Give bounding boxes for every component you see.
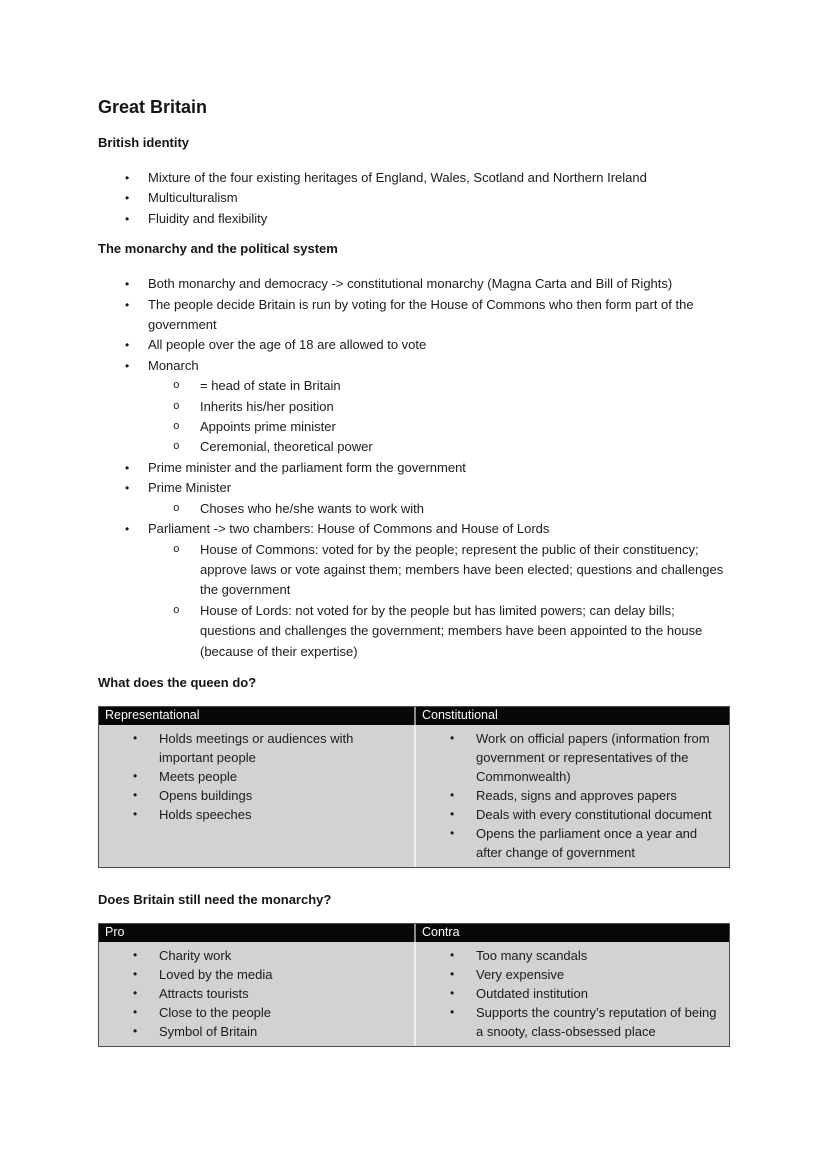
- table-body-row: [99, 725, 729, 867]
- bullet-marker: •: [133, 1004, 138, 1019]
- table-header-constitutional: Constitutional: [414, 707, 729, 725]
- bullet-item: [98, 274, 730, 294]
- bullet-text: Holds meetings or audiences with important people: [159, 730, 354, 765]
- table-cell-pro: [99, 942, 414, 1046]
- table-bullet-item: [99, 984, 406, 1003]
- sub-bullet-item: [98, 499, 730, 519]
- bullet-marker: •: [450, 730, 455, 745]
- bullet-marker: •: [450, 966, 455, 981]
- bullet-text: Charity work: [159, 947, 232, 963]
- bullet-text: Attracts tourists: [159, 985, 249, 1001]
- bullet-marker: •: [125, 191, 130, 206]
- bullet-text: House of Lords: not voted for by the people but has limited powers; can delay bills; questions and challenges the government; members have been appointed to the house (because of their expertise): [200, 602, 703, 659]
- bullet-item: [98, 356, 730, 376]
- bullet-marker: •: [133, 730, 138, 745]
- table-bullet-item: [99, 786, 406, 805]
- bullet-item: [98, 335, 730, 355]
- table-bullet-item: [416, 805, 721, 824]
- table-cell-constitutional: [414, 725, 729, 867]
- bullet-text: Meets people: [159, 768, 238, 784]
- bullet-text: Fluidity and flexibility: [148, 210, 268, 226]
- bullet-text: Symbol of Britain: [159, 1023, 258, 1039]
- bullet-marker: •: [450, 1004, 455, 1019]
- bullet-item: [98, 458, 730, 478]
- bullet-marker: •: [133, 947, 138, 962]
- bullet-text: Choses who he/she wants to work with: [200, 500, 424, 516]
- bullet-text: Multiculturalism: [148, 190, 238, 206]
- bullet-text: Too many scandals: [476, 947, 588, 963]
- bullet-text: Outdated institution: [476, 985, 589, 1001]
- table-cell-representational: [99, 725, 414, 867]
- circle-bullet-marker: o: [173, 543, 180, 556]
- table-header-pro: Pro: [105, 924, 125, 939]
- bullet-text: Prime minister and the parliament form the government: [148, 459, 466, 475]
- bullet-marker: •: [133, 787, 138, 802]
- bullet-item: [98, 478, 730, 498]
- bullet-text: Very expensive: [476, 966, 565, 982]
- bullet-text: Holds speeches: [159, 806, 252, 822]
- bullet-text: Prime Minister: [148, 480, 232, 496]
- queen-duties-table: [98, 706, 730, 868]
- bullet-text: Loved by the media: [159, 966, 273, 982]
- bullet-marker: •: [125, 277, 130, 292]
- table-cell-contra: [414, 942, 729, 1046]
- bullet-marker: •: [450, 787, 455, 802]
- bullet-marker: •: [133, 985, 138, 1000]
- table-header-row: [99, 707, 729, 725]
- sub-bullet-item: [98, 437, 730, 457]
- table-bullet-item: [99, 1022, 406, 1041]
- table-header-row: [99, 924, 729, 942]
- section-heading-queen-duties: What does the queen do?: [98, 674, 257, 690]
- table-header-representational: Representational: [105, 707, 200, 722]
- circle-bullet-marker: o: [173, 604, 180, 617]
- bullet-marker: •: [450, 985, 455, 1000]
- table-bullet-item: [416, 946, 721, 965]
- table-bullet-item: [416, 786, 721, 805]
- sub-bullet-item: [98, 417, 730, 437]
- bullet-text: Work on official papers (information from government or representatives of the Commonwealth): [476, 730, 710, 784]
- bullet-text: All people over the age of 18 are allowed to vote: [148, 337, 427, 353]
- bullet-marker: •: [450, 947, 455, 962]
- bullet-marker: •: [125, 211, 130, 226]
- bullet-text: The people decide Britain is run by voting for the House of Commons who then form part of the government: [148, 296, 694, 333]
- section-heading-british-identity: British identity: [98, 135, 190, 150]
- table-bullet-item: [416, 729, 721, 786]
- bullet-text: Parliament -> two chambers: House of Commons and House of Lords: [148, 521, 550, 537]
- bullet-item: [98, 168, 730, 188]
- bullet-marker: •: [125, 460, 130, 475]
- bullet-item: [98, 209, 730, 229]
- section-heading-monarchy-debate: Does Britain still need the monarchy?: [98, 891, 332, 907]
- circle-bullet-marker: o: [173, 400, 180, 413]
- circle-bullet-marker: o: [173, 441, 180, 454]
- bullet-marker: •: [125, 297, 130, 312]
- bullet-marker: •: [125, 171, 130, 185]
- circle-bullet-marker: o: [173, 380, 180, 393]
- bullet-item: [98, 188, 730, 208]
- sub-bullet-item: [98, 397, 730, 417]
- table-bullet-item: [99, 965, 406, 984]
- bullet-marker: •: [125, 522, 130, 537]
- sub-bullet-item: [98, 376, 730, 396]
- bullet-item: [98, 295, 730, 336]
- monarchy-debate-table: [98, 923, 730, 1047]
- bullet-text: Opens buildings: [159, 787, 253, 803]
- table-bullet-item: [99, 1003, 406, 1022]
- table-bullet-item: [99, 767, 406, 786]
- bullet-marker: •: [125, 358, 130, 373]
- bullet-text: Reads, signs and approves papers: [476, 787, 677, 803]
- table-bullet-item: [99, 946, 406, 965]
- table-bullet-item: [416, 984, 721, 1003]
- table-header-contra: Contra: [414, 924, 729, 942]
- section-heading-monarchy-system: The monarchy and the political system: [98, 241, 338, 257]
- bullet-marker: •: [450, 806, 455, 821]
- bullet-text: Opens the parliament once a year and after change of government: [476, 825, 698, 860]
- bullet-text: Ceremonial, theoretical power: [200, 439, 373, 455]
- table-bullet-item: [416, 824, 721, 862]
- table-bullet-item: [99, 729, 406, 767]
- bullet-text: Deals with every constitutional document: [476, 806, 712, 822]
- bullet-text: = head of state in Britain: [200, 378, 341, 394]
- bullet-marker: •: [133, 768, 138, 783]
- bullet-text: Close to the people: [159, 1004, 272, 1020]
- circle-bullet-marker: o: [173, 421, 180, 434]
- circle-bullet-marker: o: [173, 502, 180, 515]
- monarchy-system-list: [98, 274, 730, 662]
- table-bullet-item: [99, 805, 406, 824]
- bullet-marker: •: [125, 338, 130, 353]
- bullet-text: Inherits his/her position: [200, 398, 334, 414]
- bullet-marker: •: [133, 966, 138, 981]
- table-bullet-item: [416, 965, 721, 984]
- sub-bullet-item: [98, 540, 730, 601]
- bullet-marker: •: [133, 806, 138, 821]
- bullet-text: House of Commons: voted for by the people; represent the public of their constituency; approve laws or vote against them; members have been elected; questions and challenges the government: [200, 541, 724, 598]
- bullet-item: [98, 519, 730, 539]
- table-body-row: [99, 942, 729, 1046]
- bullet-marker: •: [133, 1023, 138, 1038]
- sub-bullet-item: [98, 601, 730, 662]
- page-title: Great Britain: [98, 97, 208, 117]
- bullet-text: Monarch: [148, 357, 199, 373]
- bullet-marker: •: [125, 481, 130, 496]
- bullet-text: Both monarchy and democracy -> constitutional monarchy (Magna Carta and Bill of Rights): [148, 276, 673, 292]
- bullet-text: Appoints prime minister: [200, 419, 336, 435]
- table-bullet-item: [416, 1003, 721, 1041]
- bullet-text: Mixture of the four existing heritages of England, Wales, Scotland and Northern Ireland: [148, 170, 647, 185]
- bullet-text: Supports the country’s reputation of being a snooty, class-obsessed place: [476, 1004, 717, 1039]
- british-identity-list: [98, 168, 730, 229]
- bullet-marker: •: [450, 825, 455, 840]
